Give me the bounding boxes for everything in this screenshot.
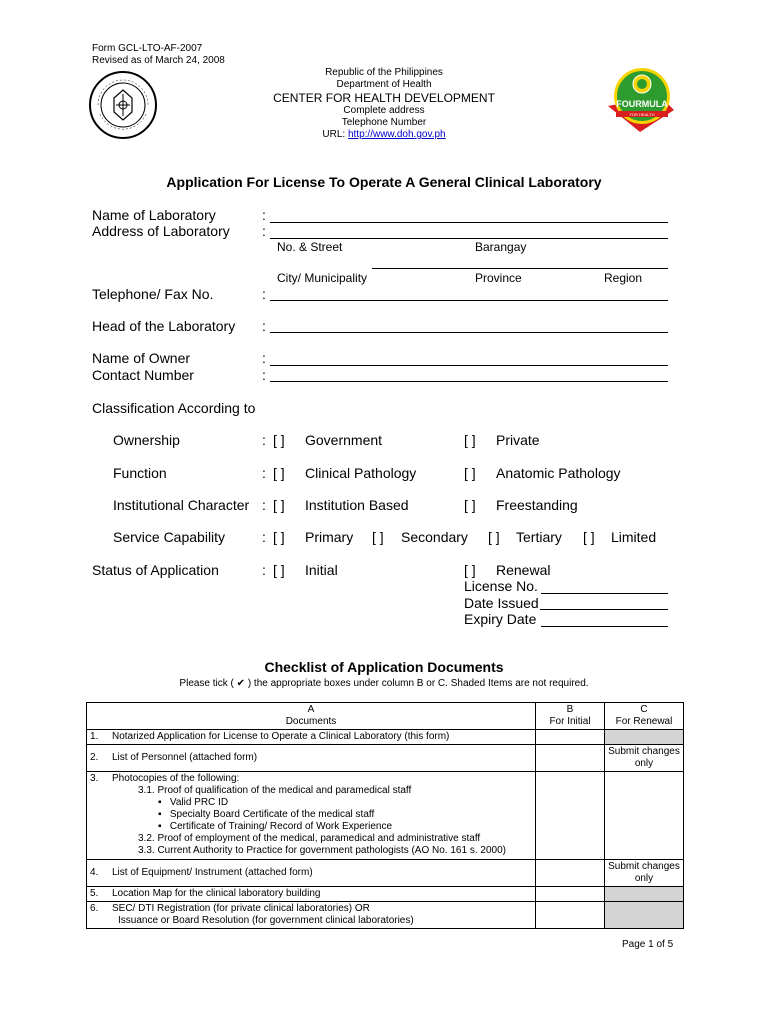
freestanding-checkbox[interactable]: [ ] xyxy=(464,497,476,513)
institution-based-checkbox[interactable]: [ ] xyxy=(273,497,285,513)
row3-renewal-cell[interactable] xyxy=(605,772,684,860)
doh-seal-icon xyxy=(88,70,158,140)
name-input-line[interactable] xyxy=(270,222,668,223)
row2-renewal-cell[interactable]: Submit changes only xyxy=(605,745,684,772)
checklist-table xyxy=(86,702,684,929)
colon: : xyxy=(262,497,266,513)
row5-renewal-cell xyxy=(605,887,684,902)
status-initial-checkbox[interactable]: [ ] xyxy=(273,562,285,578)
address-input-line[interactable] xyxy=(270,238,668,239)
classification-title: Classification According to xyxy=(92,400,256,416)
logo-subtext: FOR HEALTH xyxy=(629,112,655,117)
service-primary-label: Primary xyxy=(305,529,354,545)
form-revised: Revised as of March 24, 2008 xyxy=(92,55,225,66)
row5-initial-cell[interactable] xyxy=(536,887,605,902)
telephone-label: Telephone/ Fax No. xyxy=(92,286,214,302)
status-label: Status of Application xyxy=(92,562,219,578)
institution-based-label: Institution Based xyxy=(305,497,409,513)
service-tertiary-label: Tertiary xyxy=(516,529,562,545)
header-republic: Republic of the Philippines xyxy=(325,67,443,78)
expiry-date-input-line[interactable] xyxy=(541,626,668,627)
table-row: 4. List of Equipment/ Instrument (attached form) Submit changes only xyxy=(87,860,684,887)
row6-initial-cell[interactable] xyxy=(536,902,605,929)
row4-renewal-cell[interactable]: Submit changes only xyxy=(605,860,684,887)
colon: : xyxy=(262,318,266,334)
telephone-input-line[interactable] xyxy=(270,300,668,301)
street-caption: No. & Street xyxy=(277,240,343,254)
row3-initial-cell[interactable] xyxy=(536,772,605,860)
colon: : xyxy=(262,223,266,239)
owner-input-line[interactable] xyxy=(270,365,668,366)
expiry-date-label: Expiry Date xyxy=(464,611,537,627)
function-anatomic-checkbox[interactable]: [ ] xyxy=(464,465,476,481)
col-b-header: B For Initial xyxy=(536,703,605,730)
license-no-label: License No. xyxy=(464,578,538,594)
date-issued-label: Date Issued xyxy=(464,595,539,611)
checklist-title: Checklist of Application Documents xyxy=(264,659,504,675)
colon: : xyxy=(262,367,266,383)
header-telephone: Telephone Number xyxy=(341,117,427,128)
service-tertiary-checkbox[interactable]: [ ] xyxy=(488,529,500,545)
service-limited-checkbox[interactable]: [ ] xyxy=(583,529,595,545)
head-label: Head of the Laboratory xyxy=(92,318,236,334)
ownership-private-label: Private xyxy=(496,432,540,448)
name-label: Name of Laboratory xyxy=(92,207,216,223)
freestanding-label: Freestanding xyxy=(496,497,578,513)
header-address: Complete address xyxy=(343,105,425,116)
service-primary-checkbox[interactable]: [ ] xyxy=(273,529,285,545)
row4-initial-cell[interactable] xyxy=(536,860,605,887)
address-label: Address of Laboratory xyxy=(92,223,230,239)
service-secondary-label: Secondary xyxy=(401,529,468,545)
city-input-line[interactable] xyxy=(372,268,668,269)
function-clinical-label: Clinical Pathology xyxy=(305,465,417,481)
status-renewal-checkbox[interactable]: [ ] xyxy=(464,562,476,578)
head-input-line[interactable] xyxy=(270,332,668,333)
colon: : xyxy=(262,562,266,578)
row1-renewal-cell xyxy=(605,730,684,745)
colon: : xyxy=(262,350,266,366)
colon: : xyxy=(262,432,266,448)
url-label: URL: xyxy=(322,129,346,140)
fourmula-logo-icon xyxy=(600,66,678,136)
barangay-caption: Barangay xyxy=(475,240,527,254)
form-title: Application For License To Operate A General Clinical Laboratory xyxy=(166,174,602,190)
table-row: 2. List of Personnel (attached form) Submit changes only xyxy=(87,745,684,772)
table-row: 6. SEC/ DTI Registration (for private clinical laboratories) OR Issuance or Board Resolution (for government clinical laboratories) xyxy=(87,902,684,929)
ownership-government-checkbox[interactable]: [ ] xyxy=(273,432,285,448)
owner-label: Name of Owner xyxy=(92,350,191,366)
col-a-header: A Documents xyxy=(87,703,536,730)
status-renewal-label: Renewal xyxy=(496,562,551,578)
date-issued-input-line[interactable] xyxy=(540,609,668,610)
table-row: 3. Photocopies of the following: 3.1. Proof of qualification of the medical and paramedical staff ▪ Valid PRC ID ▪ Specialty Board Certificate of the medical staff ▪ Certificate of Training/ Record of Work Experience 3.2. Proof of employment of the medical, paramedical and administrative staff 3.3. Current Authority to Practice for government pathologists (AO No. 161 s. 2000) xyxy=(87,772,684,860)
form-code: Form GCL-LTO-AF-2007 xyxy=(92,43,203,54)
header-url-line xyxy=(234,129,534,141)
url-link[interactable]: http://www.doh.gov.ph xyxy=(347,129,446,140)
row6-renewal-cell xyxy=(605,902,684,929)
header-department: Department of Health xyxy=(336,79,432,90)
contact-input-line[interactable] xyxy=(270,381,668,382)
city-caption: City/ Municipality xyxy=(277,271,368,285)
license-no-input-line[interactable] xyxy=(541,593,668,594)
table-row: 5. Location Map for the clinical laboratory building xyxy=(87,887,684,902)
table-row: 1. Notarized Application for License to Operate a Clinical Laboratory (this form) xyxy=(87,730,684,745)
function-clinical-checkbox[interactable]: [ ] xyxy=(273,465,285,481)
colon: : xyxy=(262,529,266,545)
col-c-header: C For Renewal xyxy=(605,703,684,730)
status-initial-label: Initial xyxy=(305,562,338,578)
contact-label: Contact Number xyxy=(92,367,194,383)
colon: : xyxy=(262,207,266,223)
page-number: Page 1 of 5 xyxy=(622,939,674,950)
province-caption: Province xyxy=(475,271,522,285)
row1-initial-cell[interactable] xyxy=(536,730,605,745)
logo-text: FOURMULA xyxy=(616,99,668,109)
colon: : xyxy=(262,465,266,481)
ownership-government-label: Government xyxy=(305,432,383,448)
ownership-label: Ownership xyxy=(113,432,180,448)
function-label: Function xyxy=(113,465,167,481)
function-anatomic-label: Anatomic Pathology xyxy=(496,465,621,481)
region-caption: Region xyxy=(604,271,643,285)
service-secondary-checkbox[interactable]: [ ] xyxy=(372,529,384,545)
institutional-label: Institutional Character xyxy=(113,497,250,513)
row2-initial-cell[interactable] xyxy=(536,745,605,772)
service-limited-label: Limited xyxy=(611,529,657,545)
checklist-instruction: Please tick ( ✔ ) the appropriate boxes under column B or C. Shaded Items are not required. xyxy=(179,678,589,689)
service-label: Service Capability xyxy=(113,529,226,545)
ownership-private-checkbox[interactable]: [ ] xyxy=(464,432,476,448)
header-center: CENTER FOR HEALTH DEVELOPMENT xyxy=(273,91,495,105)
colon: : xyxy=(262,286,266,302)
